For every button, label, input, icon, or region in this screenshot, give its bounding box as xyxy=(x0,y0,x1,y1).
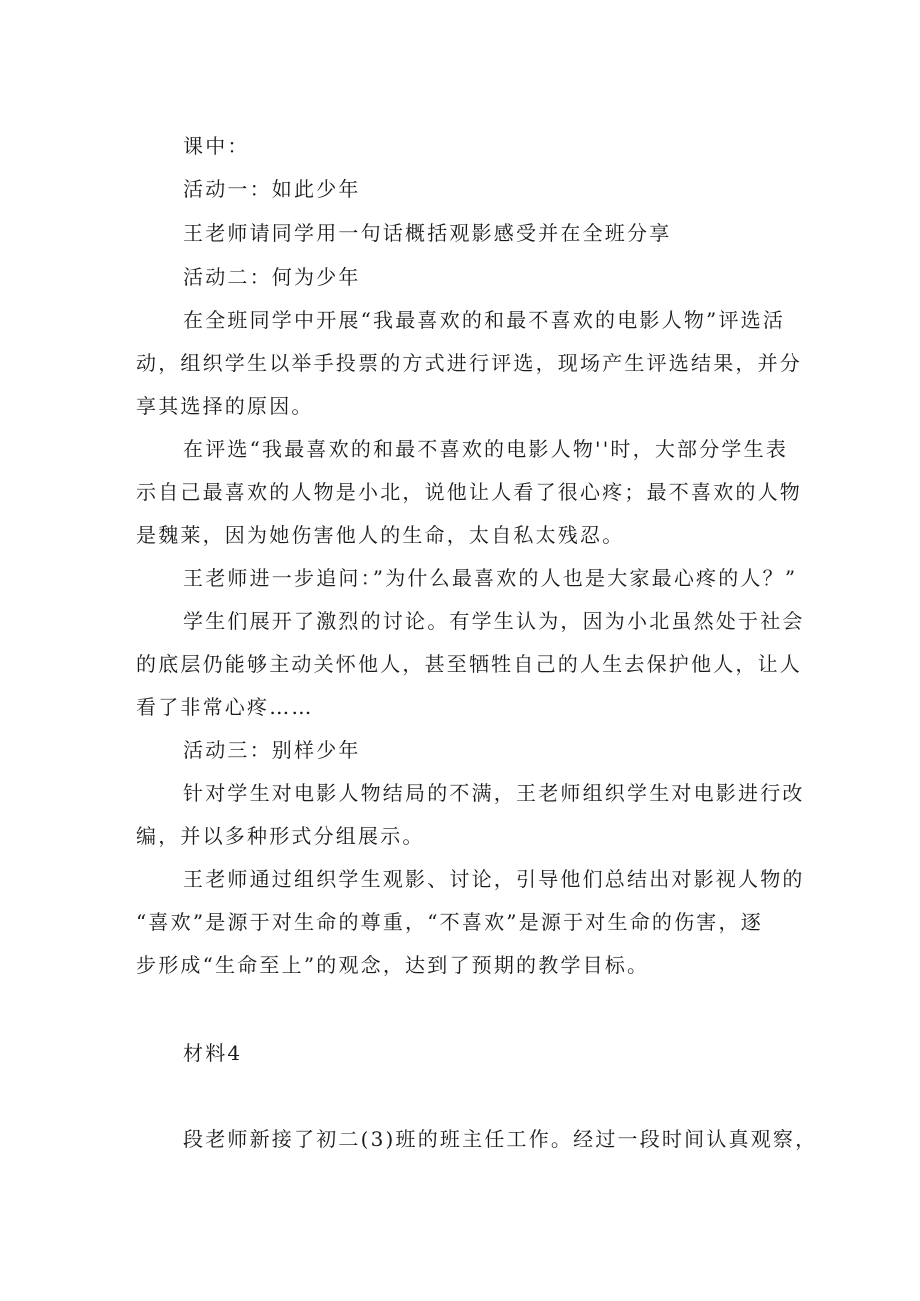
activity-heading: 活动一：如此少年 xyxy=(183,177,361,201)
text-line: 段老师新接了初二(3)班的班主任工作。经过一段时间认真观察， xyxy=(183,1127,818,1151)
text-line: 学生们展开了激烈的讨论。有学生认为，因为小北虽然处于社会 xyxy=(183,609,805,633)
activity-heading: 活动三：别样少年 xyxy=(183,738,361,762)
text-line: 示自己最喜欢的人物是小北，说他让人看了很心疼；最不喜欢的人物 xyxy=(136,480,802,504)
activity-heading: 活动二：何为少年 xyxy=(183,265,361,289)
text-line: 在全班同学中开展“我最喜欢的和最不喜欢的电影人物”评选活 xyxy=(183,308,786,332)
text-line: 步形成“生命至上”的观念，达到了预期的教学目标。 xyxy=(136,953,650,977)
text-line: 看了非常心疼…… xyxy=(136,695,314,719)
text-line: 编，并以多种形式分组展示。 xyxy=(136,824,425,848)
text-line: 王老师通过组织学生观影、讨论，引导他们总结出对影视人物的 xyxy=(183,867,805,891)
text-line: “喜欢”是源于对生命的尊重，“不喜欢”是源于对生命的伤害，逐 xyxy=(136,910,763,934)
text-line: 动，组织学生以举手投票的方式进行评选，现场产生评选结果，并分 xyxy=(136,351,802,375)
text-line: 在评选“我最喜欢的和最不喜欢的电影人物''时，大部分学生表 xyxy=(183,437,789,461)
text-line: 享其选择的原因。 xyxy=(136,394,314,418)
text-line: 的底层仍能够主动关怀他人，甚至牺牲自己的人生去保护他人，让人 xyxy=(136,652,802,676)
text-line: 课中： xyxy=(183,134,250,158)
text-line: 王老师进一步追问：”为什么最喜欢的人也是大家最心疼的人？” xyxy=(183,566,798,590)
text-line: 王老师请同学用一句话概括观影感受并在全班分享 xyxy=(183,221,672,245)
text-line: 是魏莱，因为她伤害他人的生命，太自私太残忍。 xyxy=(136,523,625,547)
section-heading: 材料4 xyxy=(183,1041,243,1065)
text-line: 针对学生对电影人物结局的不满，王老师组织学生对电影进行改 xyxy=(183,781,805,805)
